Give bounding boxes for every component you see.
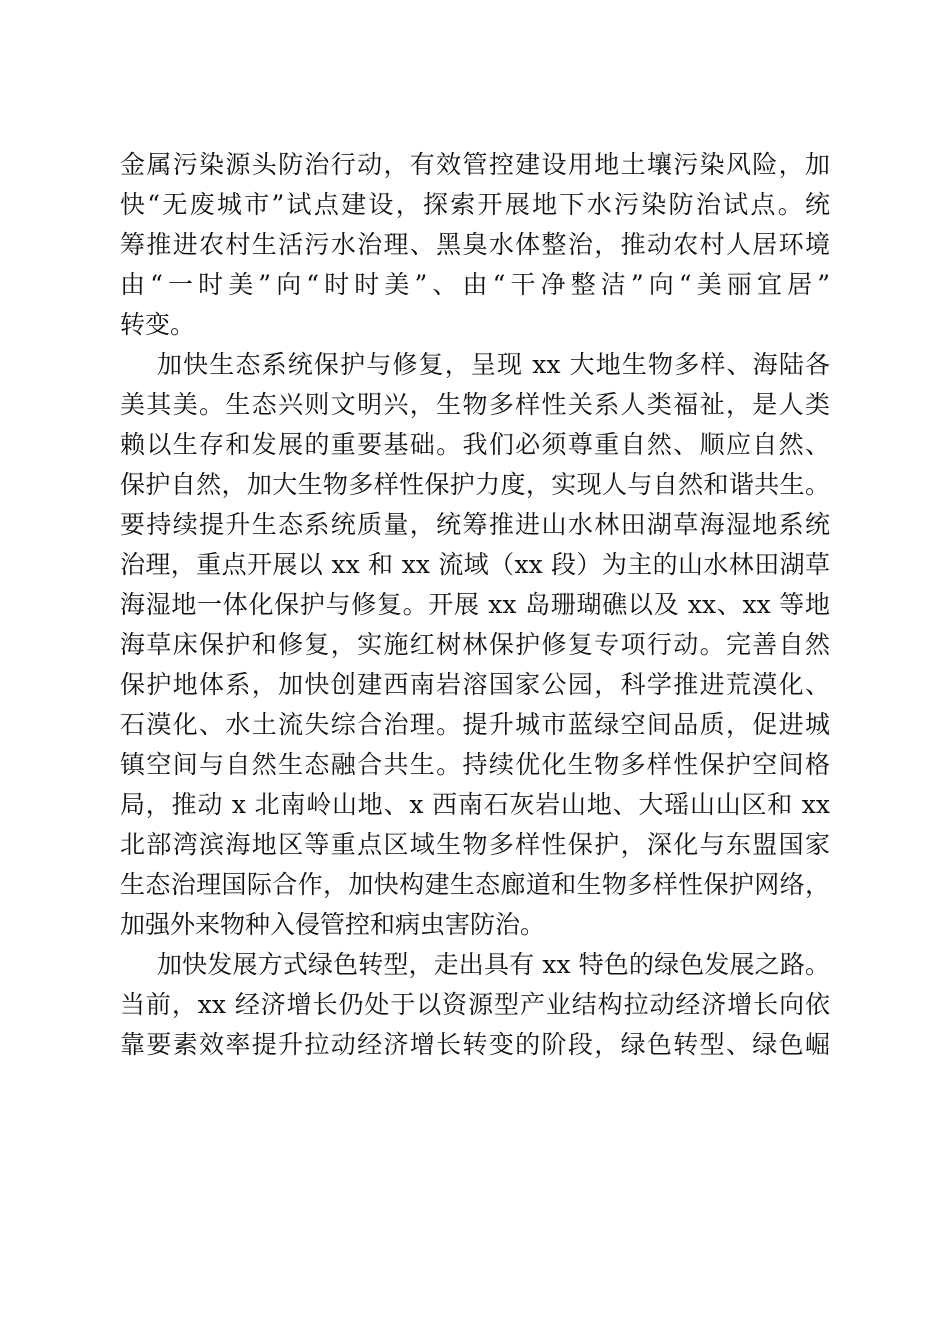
text-line: 赖以生存和发展的重要基础。我们必须尊重自然、顺应自然、: [120, 430, 830, 459]
text-line: 海湿地一体化保护与修复。开展 xx 岛珊瑚礁以及 xx、xx 等地: [120, 590, 830, 619]
text-line: 镇空间与自然生态融合共生。持续优化生物多样性保护空间格: [120, 750, 830, 779]
text-line: 快“无废城市”试点建设，探索开展地下水污染防治试点。统: [120, 190, 830, 219]
text-line: 海草床保护和修复，实施红树林保护修复专项行动。完善自然: [120, 630, 830, 659]
text-line: 保护自然，加大生物多样性保护力度，实现人与自然和谐共生。: [120, 470, 830, 499]
text-line: 生态治理国际合作，加快构建生态廊道和生物多样性保护网络，: [120, 870, 830, 899]
text-line: 美其美。生态兴则文明兴，生物多样性关系人类福祉，是人类: [120, 390, 830, 419]
paragraph-start-line: 加快生态系统保护与修复，呈现 xx 大地生物多样、海陆各: [157, 350, 830, 379]
text-line: 要持续提升生态系统质量，统筹推进山水林田湖草海湿地系统: [120, 510, 830, 539]
text-line: 靠要素效率提升拉动经济增长转变的阶段，绿色转型、绿色崛: [120, 1030, 830, 1059]
text-line: 石漠化、水土流失综合治理。提升城市蓝绿空间品质，促进城: [120, 710, 830, 739]
text-line: 局，推动 x 北南岭山地、x 西南石灰岩山地、大瑶山山区和 xx: [120, 790, 830, 819]
text-line: 治理，重点开展以 xx 和 xx 流域（xx 段）为主的山水林田湖草: [120, 550, 830, 579]
text-line: 由“一时美”向“时时美”、由“干净整洁”向“美丽宜居”: [120, 270, 830, 299]
body-text: [120, 145, 830, 1065]
text-line: 保护地体系，加快创建西南岩溶国家公园，科学推进荒漠化、: [120, 670, 830, 699]
text-line: 金属污染源头防治行动，有效管控建设用地土壤污染风险，加: [120, 150, 830, 179]
paragraph-start-line: 加快发展方式绿色转型，走出具有 xx 特色的绿色发展之路。: [157, 950, 830, 979]
text-line: 北部湾滨海地区等重点区域生物多样性保护，深化与东盟国家: [120, 830, 830, 859]
text-line: 筹推进农村生活污水治理、黑臭水体整治，推动农村人居环境: [120, 230, 830, 259]
text-line: 加强外来物种入侵管控和病虫害防治。: [120, 910, 546, 939]
text-line: 当前，xx 经济增长仍处于以资源型产业结构拉动经济增长向依: [120, 990, 830, 1019]
text-line: 转变。: [120, 310, 196, 339]
